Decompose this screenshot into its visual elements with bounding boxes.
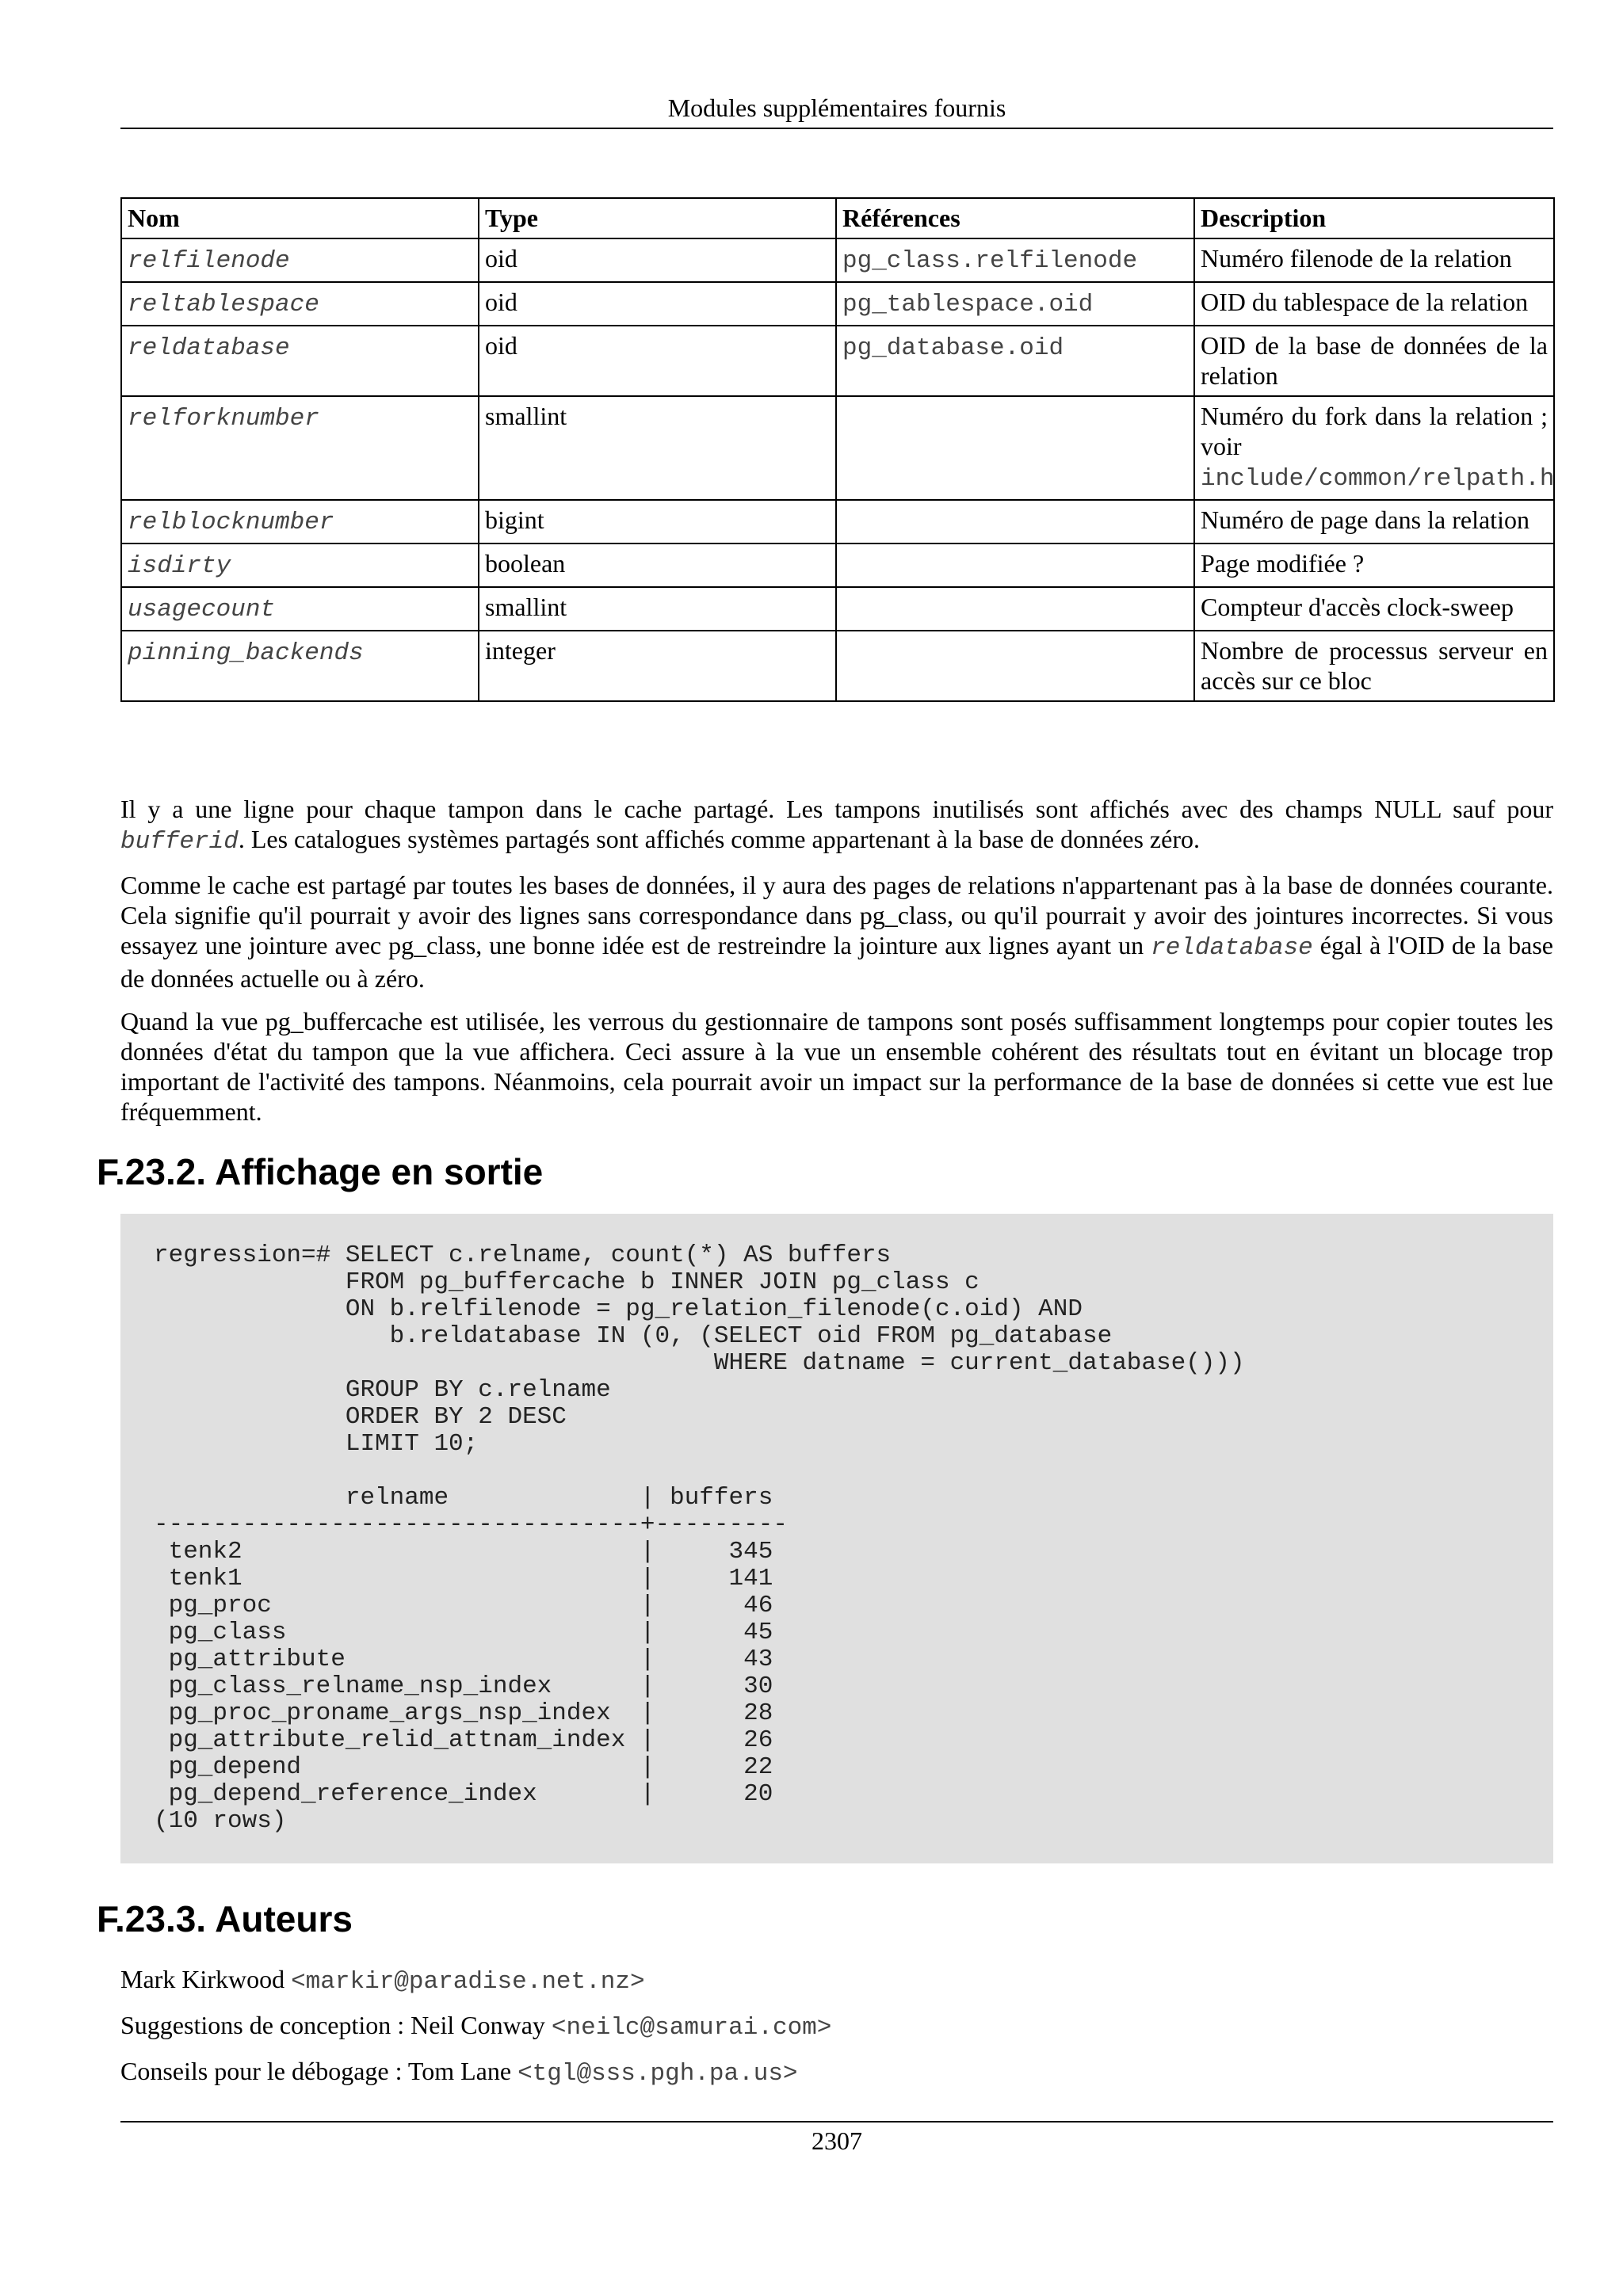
bufferid-field-reference: bufferid — [120, 828, 239, 856]
field-description: OID de la base de données de la relation — [1194, 326, 1554, 396]
author-email: <markir@paradise.net.nz> — [291, 1968, 645, 1996]
paragraph-text: égal à l'OID de la base de données actuelle ou à zéro. — [120, 931, 1554, 993]
column-header-references: Références — [836, 198, 1194, 238]
field-type: integer — [479, 631, 836, 701]
field-name: usagecount — [128, 596, 276, 624]
field-reference: pg_tablespace.oid — [842, 291, 1094, 318]
field-name: reltablespace — [128, 291, 319, 318]
field-name: isdirty — [128, 552, 231, 580]
table-row — [121, 500, 1554, 543]
paragraph-text: . Les catalogues systèmes partagés sont affichés comme appartenant à la base de données zéro. — [238, 825, 1200, 853]
pg-buffercache-columns-table — [120, 197, 1555, 702]
table-row — [121, 396, 1554, 500]
field-description: Compteur d'accès clock-sweep — [1194, 587, 1554, 631]
running-header: Modules supplémentaires fournis — [667, 93, 1006, 122]
paragraph-text: Quand la vue pg_buffercache est utilisée, les verrous du gestionnaire de tampons sont posés suffisamment longtemps pour copier toutes les données d'état du tampon que la vue affichera. Ceci assure à la vue un ensemble cohérent des résultats tout en évitant un blocage trop important de l'activité des tampons. Néanmoins, cela pourrait avoir un impact sur la performance de la base de données si cette vue est lue fréquemment. — [120, 1007, 1553, 1126]
paragraph-locking — [120, 1006, 1553, 1127]
paragraph-text: Comme le cache est partagé par toutes les bases de données, il y aura des pages de relations n'appartenant pas à la base de données courante. Cela signifie qu'il pourrait y avoir des lignes sans correspondance dans pg_class, ou qu'il pourrait y avoir des jointures incorrectes. Si vous essayez une jointure avec pg_class, une bonne idée est de restreindre la jointure aux lignes ayant un — [120, 871, 1553, 959]
paragraph-text: Il y a une ligne pour chaque tampon dans le cache partagé. Les tampons inutilisés sont affichés avec des champs NULL sauf pour — [120, 795, 1553, 823]
field-description: Numéro filenode de la relation — [1194, 238, 1554, 282]
field-description: OID du tablespace de la relation — [1194, 282, 1554, 326]
author-email: <neilc@samurai.com> — [551, 2014, 832, 2042]
author-label: Mark Kirkwood — [120, 1965, 292, 1993]
column-header-description: Description — [1194, 198, 1554, 238]
author-line — [120, 2009, 831, 2044]
author-label: Suggestions de conception : Neil Conway — [120, 2011, 552, 2039]
field-name: pinning_backends — [128, 639, 364, 667]
paragraph-shared-cache — [120, 870, 1553, 994]
header-rule — [120, 128, 1553, 129]
field-type: oid — [479, 326, 836, 396]
field-name: relblocknumber — [128, 509, 334, 536]
field-name: relforknumber — [128, 405, 319, 433]
table-row — [121, 326, 1554, 396]
table-row — [121, 631, 1554, 701]
table-header-row — [121, 198, 1554, 238]
field-type: smallint — [479, 396, 836, 500]
field-description-text: Numéro du fork dans la relation ; voir — [1201, 402, 1548, 460]
section-heading-authors: F.23.3. Auteurs — [97, 1898, 353, 1939]
table-row — [121, 543, 1554, 587]
field-name: relfilenode — [128, 247, 290, 275]
table-row — [121, 282, 1554, 326]
paragraph-unused-buffers — [120, 794, 1553, 857]
reldatabase-field-reference: reldatabase — [1151, 934, 1313, 962]
field-reference: pg_class.relfilenode — [842, 247, 1138, 275]
field-type: oid — [479, 282, 836, 326]
field-reference: pg_database.oid — [842, 334, 1064, 362]
field-description — [1194, 396, 1554, 500]
table-row — [121, 587, 1554, 631]
field-type: smallint — [479, 587, 836, 631]
author-label: Conseils pour le débogage : Tom Lane — [120, 2057, 518, 2085]
field-type: bigint — [479, 500, 836, 543]
table-row — [121, 238, 1554, 282]
field-type: oid — [479, 238, 836, 282]
page-number: 2307 — [812, 2126, 862, 2155]
author-email: <tgl@sss.pgh.pa.us> — [517, 2060, 798, 2088]
field-description: Page modifiée ? — [1194, 543, 1554, 587]
footer-rule — [120, 2121, 1553, 2122]
section-heading-output: F.23.2. Affichage en sortie — [97, 1151, 544, 1192]
field-description: Numéro de page dans la relation — [1194, 500, 1554, 543]
column-header-name: Nom — [121, 198, 479, 238]
column-header-type: Type — [479, 198, 836, 238]
relpath-file-reference: include/common/relpath.h — [1201, 465, 1555, 493]
field-name: reldatabase — [128, 334, 290, 362]
author-line — [120, 2055, 798, 2090]
author-line — [120, 1963, 645, 1998]
field-type: boolean — [479, 543, 836, 587]
field-description: Nombre de processus serveur en accès sur ce bloc — [1194, 631, 1554, 701]
sql-example-code-block — [120, 1214, 1553, 1863]
sql-example-code: regression=# SELECT c.relname, count(*) AS buffers FROM pg_buffercache b INNER JOIN pg_class c ON b.relfilenode = pg_relation_filenode(c.oid) AND b.reldatabase IN (0, (SELECT oid FROM pg_database WHERE datname = current_database())) GROUP BY c.relname ORDER BY 2 DESC LIMIT 10; relname | buffers ---------------------------------+--------- tenk2 | 345 tenk1 | 141 pg_proc | 46 pg_class | 45 pg_attribute | 43 pg_class_relname_nsp_index | 30 pg_proc_proname_args_nsp_index | 28 pg_attribute_relid_attnam_index | 26 pg_depend | 22 pg_depend_reference_index | 20 (10 rows) — [154, 1241, 1245, 1835]
